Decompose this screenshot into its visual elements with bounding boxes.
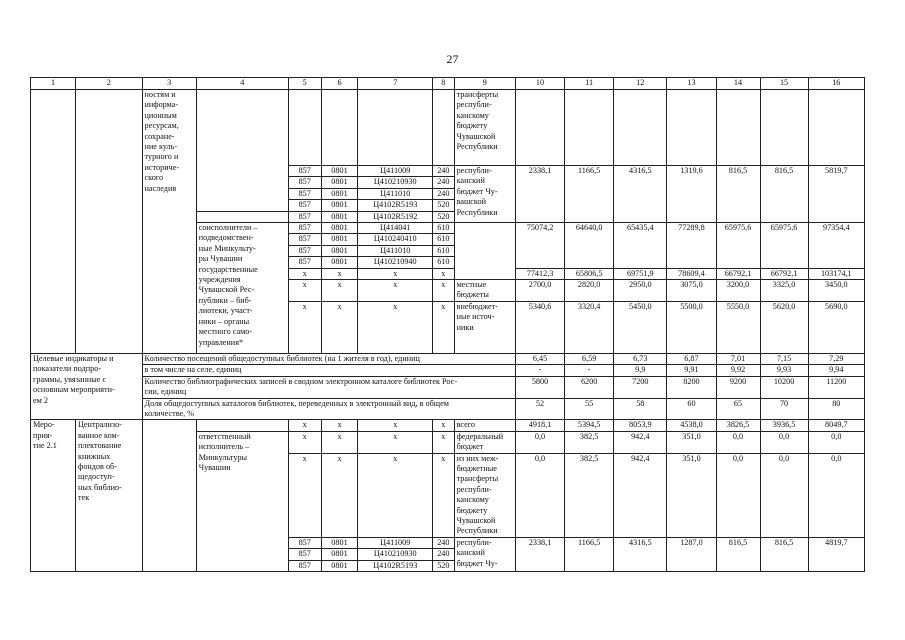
source-cell: республи- канский бюджет Чу- вашской Республики [454,166,515,223]
code-cell: 857 [288,211,321,222]
value-cell: 9,91 [667,365,716,376]
column-header: 16 [808,78,864,90]
code-cell: 0801 [321,200,358,211]
code-cell: х [321,280,358,302]
code-cell: 857 [288,223,321,234]
value-cell: 65 [716,398,760,420]
value-cell: 3075,0 [667,280,716,302]
code-cell: 857 [288,200,321,211]
code-cell: х [358,301,433,353]
value-cell: 55 [565,398,614,420]
code-cell: х [433,301,454,353]
code-cell: х [321,301,358,353]
code-cell [321,90,358,166]
value-cell: 4918,1 [515,420,564,431]
code-cell: х [321,420,358,431]
code-cell [358,90,433,166]
value-cell: 5394,5 [565,420,614,431]
value-cell: 7,15 [760,353,808,364]
value-cell: 65435,4 [614,223,667,269]
indicator-text: в том числе на селе, единиц [142,365,515,376]
column-header: 10 [515,78,564,90]
code-cell: х [433,268,454,279]
code-cell: Ц411010 [358,188,433,199]
value-cell: 3826,5 [716,420,760,431]
value-cell: 8053,9 [614,420,667,431]
value-cell: 6,87 [667,353,716,364]
value-cell: 0,0 [515,431,564,453]
code-cell: 0801 [321,549,358,560]
code-cell: 240 [433,537,454,548]
value-cell: 382,5 [565,453,614,537]
value-cell: 6200 [565,376,614,398]
value-cell: 9,93 [760,365,808,376]
value-cell: 77289,8 [667,223,716,269]
code-cell: 610 [433,234,454,245]
code-cell: 857 [288,245,321,256]
value-cell: 65806,5 [565,268,614,279]
code-cell: Ц4102R5193 [358,560,433,571]
code-cell: 240 [433,188,454,199]
value-cell: 0,0 [716,431,760,453]
code-cell: 240 [433,549,454,560]
code-cell [288,90,321,166]
code-cell: х [321,268,358,279]
code-cell: х [358,431,433,453]
code-cell: 0801 [321,223,358,234]
col1-cell [31,90,76,354]
value-cell: 4316,5 [614,166,667,223]
code-cell: 0801 [321,234,358,245]
code-cell: 520 [433,211,454,222]
value-cell: 6,59 [565,353,614,364]
column-header: 4 [196,78,288,90]
code-cell: 610 [433,245,454,256]
code-cell [433,90,454,166]
value-cell: 8049,7 [808,420,864,431]
code-cell: х [433,280,454,302]
table-row [31,90,865,166]
code-cell: х [321,431,358,453]
code-cell: Ц411009 [358,166,433,177]
source-cell: внебюджет- ные источ- ники [454,301,515,353]
source-cell: местные бюджеты [454,280,515,302]
value-cell: 942,4 [614,453,667,537]
value-cell [760,90,808,166]
column-header: 11 [565,78,614,90]
indicators-label: Целевые индикаторы и показатели подпро- граммы, увязанные с основным мероприяти- ем 2 [31,353,143,419]
value-cell: 65975,6 [760,223,808,269]
value-cell: 0,0 [760,431,808,453]
header-row [31,78,865,90]
executor-cell: ответственный исполнитель – Минкультуры Чувашии [196,431,288,571]
code-cell: Ц414041 [358,223,433,234]
column-header: 7 [358,78,433,90]
code-cell: 857 [288,257,321,268]
value-cell: 6,73 [614,353,667,364]
value-cell: 351,0 [667,453,716,537]
code-cell: 520 [433,560,454,571]
value-cell: 5800 [515,376,564,398]
value-cell: 9,94 [808,365,864,376]
value-cell: 7,01 [716,353,760,364]
code-cell: Ц4102R5192 [358,211,433,222]
budget-table [30,77,865,572]
value-cell: 65975,6 [716,223,760,269]
col3-cell [142,420,196,572]
code-cell: х [433,453,454,537]
measure-name: ностям и информа- ционным ресурсам, сохране- ние куль- турного и историче- ского наследия [142,90,196,354]
value-cell: 942,4 [614,431,667,453]
value-cell: 5690,0 [808,301,864,353]
executor-cell [196,211,288,222]
code-cell: х [288,268,321,279]
source-cell: федеральный бюджет [454,431,515,453]
co-executor-label: соисполнители – подведомствен- ные Минкульту- ры Чувашии государственные учреждения Чувашской Рес- публики – биб- лиотеки, участ- ники – органы местного само- управления* [196,223,288,354]
measure-name: Централизо- ванное ком- плектование книжных фондов об- щедоступ- ных библио- тек [76,420,143,572]
code-cell: Ц4102R5193 [358,200,433,211]
code-cell: х [358,268,433,279]
value-cell: 9200 [716,376,760,398]
value-cell: 816,5 [760,166,808,223]
value-cell: - [565,365,614,376]
column-header: 15 [760,78,808,90]
value-cell: 8200 [667,376,716,398]
value-cell: 5620,0 [760,301,808,353]
value-cell [716,90,760,166]
column-header: 6 [321,78,358,90]
value-cell [565,90,614,166]
code-cell: 0801 [321,560,358,571]
column-header: 13 [667,78,716,90]
value-cell [667,90,716,166]
value-cell: 2950,0 [614,280,667,302]
column-header: 12 [614,78,667,90]
code-cell: 0801 [321,177,358,188]
code-cell: 857 [288,537,321,548]
value-cell: 0,0 [760,453,808,537]
code-cell: х [288,301,321,353]
value-cell: 1287,0 [667,537,716,571]
value-cell: 2338,1 [515,537,564,571]
value-cell: 6,45 [515,353,564,364]
code-cell: 0801 [321,257,358,268]
code-cell: 857 [288,234,321,245]
code-cell: х [433,420,454,431]
value-cell: 58 [614,398,667,420]
code-cell: Ц410210940 [358,257,433,268]
value-cell: 2700,0 [515,280,564,302]
value-cell: 78609,4 [667,268,716,279]
value-cell: 2338,1 [515,166,564,223]
table-row [31,420,865,431]
value-cell: 3320,4 [565,301,614,353]
value-cell: 5550,0 [716,301,760,353]
code-cell: х [358,453,433,537]
indicator-row [31,376,865,398]
executor-cell [196,90,288,212]
code-cell: х [433,431,454,453]
code-cell: 240 [433,166,454,177]
column-header: 3 [142,78,196,90]
column-header: 5 [288,78,321,90]
indicator-text: Количество библиографических записей в сводном электронном каталоге библиотек Рос- сии, единиц [142,376,515,398]
value-cell [614,90,667,166]
value-cell: 382,5 [565,431,614,453]
value-cell: 1166,5 [565,537,614,571]
code-cell: 857 [288,188,321,199]
value-cell: 3325,0 [760,280,808,302]
value-cell: 3200,0 [716,280,760,302]
value-cell: 9,9 [614,365,667,376]
code-cell: Ц410240410 [358,234,433,245]
code-cell: 857 [288,560,321,571]
value-cell: - [515,365,564,376]
value-cell: 816,5 [716,537,760,571]
value-cell: 3450,0 [808,280,864,302]
source-cell: республи- канский бюджет Чу- [454,537,515,571]
code-cell: х [321,453,358,537]
code-cell: х [358,420,433,431]
code-cell: 857 [288,549,321,560]
indicator-row [31,365,865,376]
col2-cell [76,90,143,354]
code-cell: 610 [433,223,454,234]
indicator-text: Доля общедоступных каталогов библиотек, переведенных в электронный вид, в общем количестве, % [142,398,515,420]
value-cell [515,90,564,166]
code-cell: Ц410210930 [358,549,433,560]
value-cell: 7,29 [808,353,864,364]
value-cell: 0,0 [515,453,564,537]
value-cell: 1319,6 [667,166,716,223]
value-cell: 80 [808,398,864,420]
value-cell: 60 [667,398,716,420]
code-cell: Ц411009 [358,537,433,548]
value-cell: 351,0 [667,431,716,453]
code-cell: Ц410210930 [358,177,433,188]
value-cell: 7200 [614,376,667,398]
code-cell: 0801 [321,211,358,222]
value-cell: 1166,5 [565,166,614,223]
value-cell [808,90,864,166]
value-cell: 11200 [808,376,864,398]
value-cell: 5819,7 [808,166,864,223]
column-header: 9 [454,78,515,90]
code-cell: 520 [433,200,454,211]
value-cell: 0,0 [716,453,760,537]
column-header: 2 [76,78,143,90]
value-cell: 4316,5 [614,537,667,571]
value-cell: 2820,0 [565,280,614,302]
value-cell: 4819,7 [808,537,864,571]
value-cell: 70 [760,398,808,420]
value-cell: 5340,6 [515,301,564,353]
source-cell [454,223,515,280]
indicator-text: Количество посещений общедоступных библиотек (на 1 жителя в год), единиц [142,353,515,364]
code-cell: 857 [288,166,321,177]
column-header: 1 [31,78,76,90]
code-cell: Ц411010 [358,245,433,256]
indicator-row [31,353,865,364]
value-cell: 816,5 [716,166,760,223]
value-cell: 66792,1 [716,268,760,279]
value-cell: 10200 [760,376,808,398]
code-cell: х [288,453,321,537]
column-header: 8 [433,78,454,90]
measure-number: Меро- прия- тие 2.1 [31,420,76,572]
value-cell: 4538,0 [667,420,716,431]
source-cell: трансферты республи- канскому бюджету Чувашской Республики [454,90,515,166]
code-cell: х [288,420,321,431]
indicator-row [31,398,865,420]
value-cell: 75074,2 [515,223,564,269]
value-cell: 9,92 [716,365,760,376]
value-cell: 97354,4 [808,223,864,269]
code-cell: 0801 [321,245,358,256]
value-cell: 52 [515,398,564,420]
page-number: 27 [446,52,459,66]
code-cell: 610 [433,257,454,268]
value-cell: 0,0 [808,453,864,537]
source-cell: из них меж- бюджетные трансферты республи- канскому бюджету Чувашской Республики [454,453,515,537]
code-cell: 240 [433,177,454,188]
value-cell: 77412,3 [515,268,564,279]
value-cell: 103174,1 [808,268,864,279]
code-cell: 0801 [321,537,358,548]
value-cell: 0,0 [808,431,864,453]
code-cell: 857 [288,177,321,188]
code-cell: х [288,431,321,453]
code-cell: х [358,280,433,302]
source-cell: всего [454,420,515,431]
code-cell: 0801 [321,166,358,177]
code-cell: 0801 [321,188,358,199]
value-cell: 5500,0 [667,301,716,353]
value-cell: 5450,0 [614,301,667,353]
value-cell: 66792,1 [760,268,808,279]
value-cell: 64640,0 [565,223,614,269]
column-header: 14 [716,78,760,90]
value-cell: 69751,9 [614,268,667,279]
code-cell: х [288,280,321,302]
value-cell: 3936,5 [760,420,808,431]
executor-cell [196,420,288,431]
value-cell: 816,5 [760,537,808,571]
